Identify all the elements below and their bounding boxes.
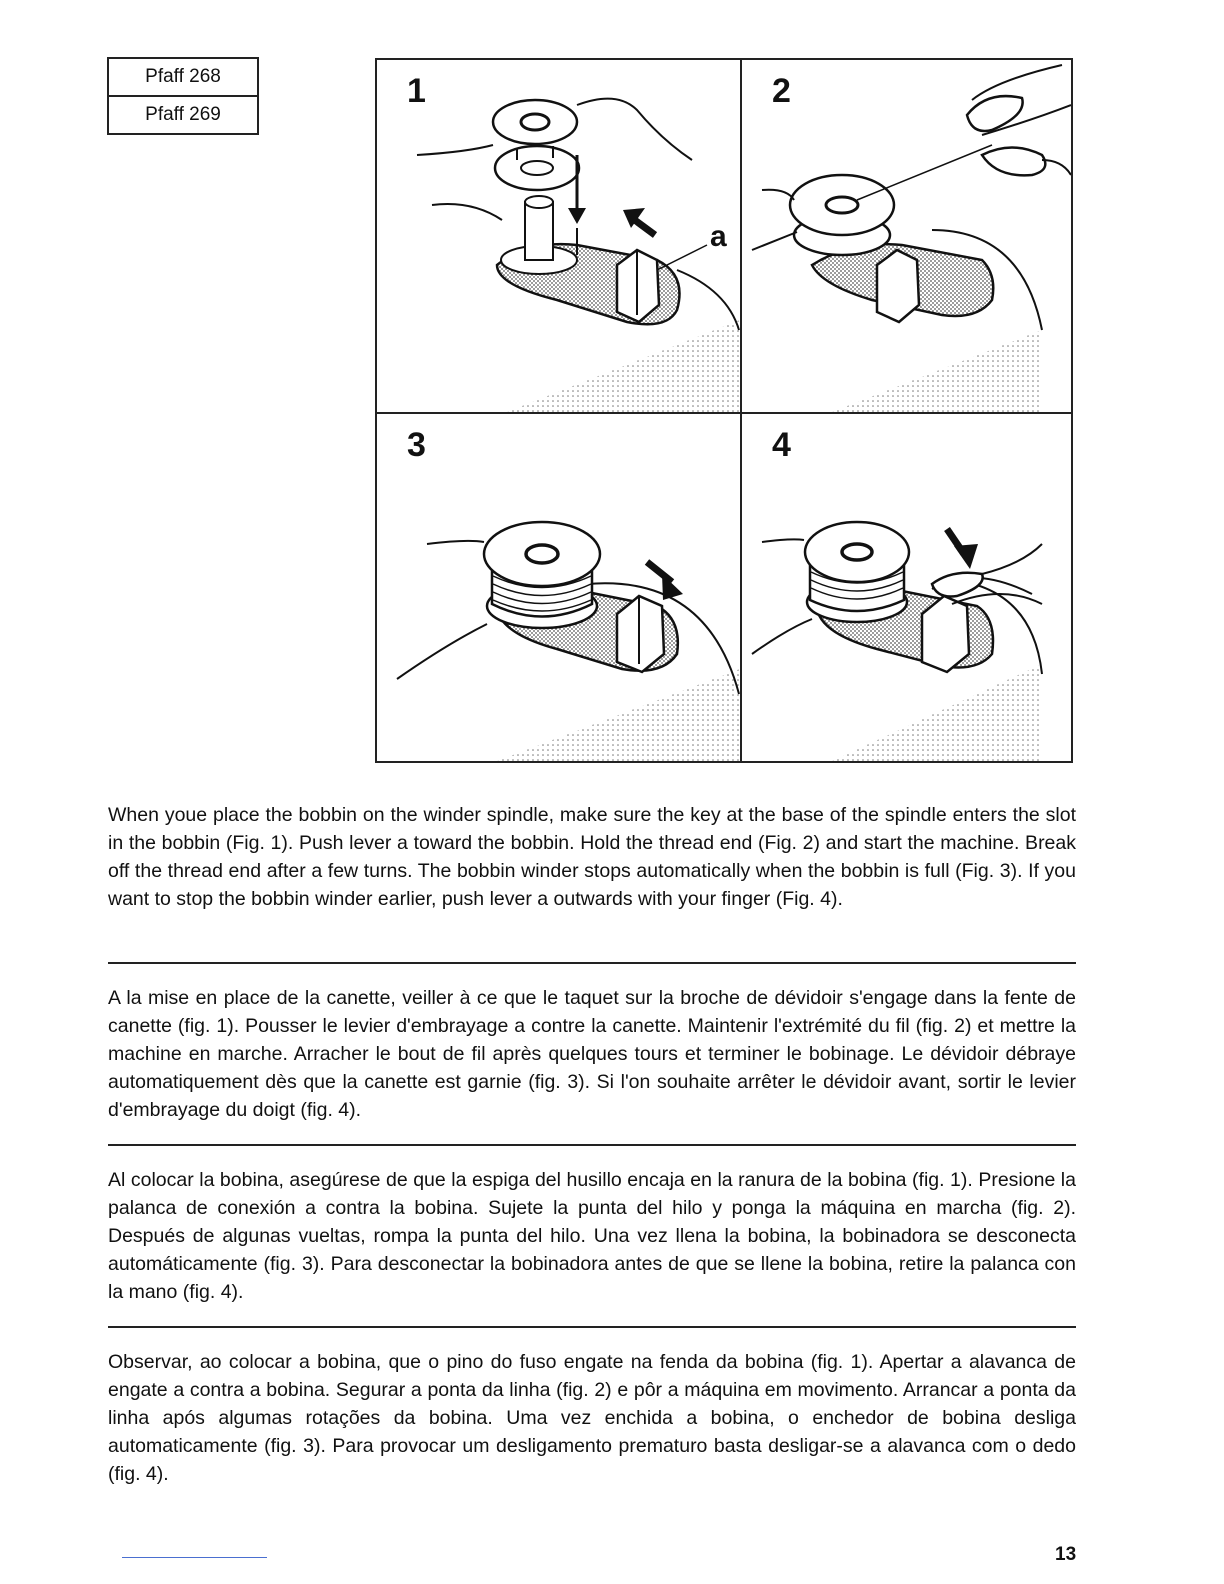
figure-4-panel (742, 414, 1071, 761)
thread-holding-illustration (742, 60, 1071, 412)
figure-3-panel (377, 414, 742, 761)
figure-grid (375, 58, 1073, 763)
model-label: Pfaff 268 (145, 66, 221, 87)
instructions-french: A la mise en place de la canette, veiller à ce que le taquet sur la broche de dévidoir s'engage dans la fente de canette (fig. 1). Pousser le levier d'embrayage a contre la canette. Maintenir l'extrémité du fil (fig. 2) et mettre la machine en marche. Arracher le bout de fil après quelques tours et terminer le bobinage. Le dévidoir débraye automatiquement dès que la canette est garnie (fig. 3). Si l'on souhaite arrêter le dévidoir avant, sortir le levier d'embrayage du doigt (fig. 4). (108, 987, 1076, 1121)
model-list (107, 57, 259, 135)
full-bobbin-illustration (377, 414, 740, 761)
figure-number: 4 (772, 426, 791, 464)
section-divider (108, 962, 1076, 964)
instructions-spanish: Al colocar la bobina, asegúrese de que la espiga del husillo encaja en la ranura de la bobina (fig. 1). Presione la palanca de conexión a contra la bobina. Sujete la punta del hilo y ponga la máquina en marcha (fig. 2). Después de algunas vueltas, rompa la punta del hilo. Una vez llena la bobina, la bobinadora se desconecta automáticamente (fig. 3). Para desconectar la bobinadora antes de que se llene la bobina, retire la palanca con la mano (fig. 4). (108, 1169, 1076, 1303)
page-number: 13 (1055, 1544, 1077, 1565)
instructions-english: When youe place the bobbin on the winder spindle, make sure the key at the base of the spindle enters the slot in the bobbin (Fig. 1). Push lever a toward the bobbin. Hold the thread end (Fig. 2) and start the machine. Break off the thread end after a few turns. The bobbin winder stops automatically when the bobbin is full (Fig. 3). If you want to stop the bobbin winder earlier, push lever a outwards with your finger (Fig. 4). (108, 804, 1076, 910)
figure-number: 2 (772, 72, 791, 110)
bobbin-placement-illustration (377, 60, 740, 412)
figure-number: 3 (407, 426, 426, 464)
section-divider (108, 1144, 1076, 1146)
figure-number: 1 (407, 72, 426, 110)
model-label: Pfaff 269 (109, 95, 257, 133)
figure-2-panel (742, 60, 1071, 414)
figure-1-panel (377, 60, 742, 414)
footer-rule (122, 1557, 267, 1558)
manual-stop-illustration (742, 414, 1071, 761)
instructions-portuguese: Observar, ao colocar a bobina, que o pino do fuso engate na fenda da bobina (fig. 1). Apertar a alavanca de engate a contra a bobina. Segurar a ponta da linha (fig. 2) e pôr a máquina em movimento. Arrancar a ponta da linha após algumas rotações da bobina. Uma vez enchida a bobina, o enchedor de bobina desliga automaticamente (fig. 3). Para provocar um desligamento prematuro basta desligar-se a alavanca com o dedo (fig. 4). (108, 1351, 1076, 1485)
lever-callout-label: a (710, 220, 727, 253)
section-divider (108, 1326, 1076, 1328)
